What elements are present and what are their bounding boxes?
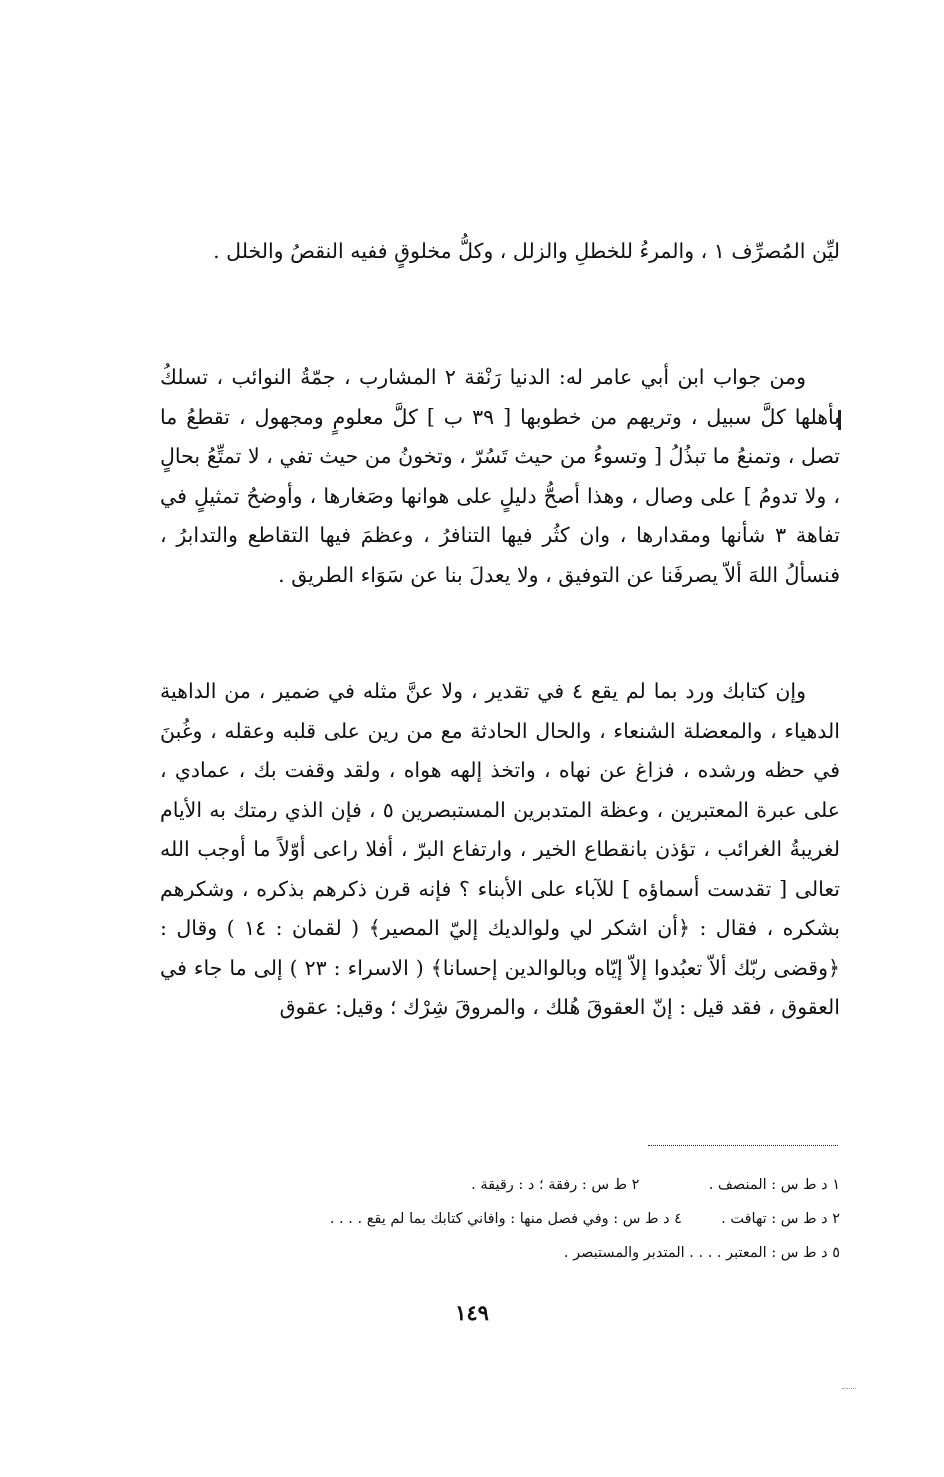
paragraph-2: [160, 358, 840, 595]
footnote-5: ٥ د ط س : المعتبر . . . . المتدبر والمستبصر .: [563, 1245, 840, 1261]
footnote-1: ١ د ط س : المنصف .: [708, 1177, 840, 1193]
paragraph-text: ومن جواب ابن أبي عامر له: الدنيا رَنْقة ٢ المشارب ، جمّةُ النوائب ، تسلكُ بأهلها كلَّ سبيل ، وتريهم من خطوبها [ ٣٩ ب ] كلَّ معلومٍ ومجهول ، تقطعُ ما تصل ، وتمنعُ ما تبذُلُ [ وتسوءُ من حيث تَسُرّ ، وتخونُ من حيث تفي ، لا تمتِّعُ بحالٍ ، ولا تدومُ ] على وصال ، وهذا أصحُّ دليلٍ على هوانها وصَغارها ، وأوضحُ تمثيلٍ في تفاهة ٣ شأنها ومقدارها ، وان كثُر فيها التنافرُ ، وعظمَ فيها التقاطع والتدابرُ ، فنسألُ اللهَ ألاّ يصرفَنا عن التوفيق ، ولا يعدلَ بنا عن سَوَاء الطريق .: [160, 365, 840, 587]
paragraph-text: ليِّن المُصرِّف ١ ، والمرءُ للخطلِ والزلل ، وكلُّ مخلوقٍ ففيه النقصُ والخلل .: [213, 239, 840, 263]
paragraph-1: [160, 232, 840, 272]
page-number: ١٤٩: [455, 1300, 489, 1325]
footnote-line-2: [160, 1202, 840, 1236]
footnote-2: ٢ ط س : رفقة ؛ د : رقيقة .: [471, 1177, 640, 1193]
footnotes: [160, 1168, 840, 1270]
paragraph-3: [160, 672, 840, 1028]
footnote-divider: [648, 1145, 838, 1146]
footnote-3: ٢ د ط س : تهافت .: [721, 1211, 840, 1227]
paragraph-text: وإن كتابك ورد بما لم يقع ٤ في تقدير ، ولا عنَّ مثله في ضمير ، من الداهية الدهياء ، والمعضلة الشنعاء ، والحال الحادثة مع من رين على قلبه وعقله ، وغُبنَ في حظه ورشده ، فزاغ عن نهاه ، واتخذ إلهه هواه ، ولقد وقفت بك ، عمادي ، على عبرة المعتبرين ، وعظة المتدبرين المستبصرين ٥ ، فإن الذي رمتك به الأيام لغريبةُ الغرائب ، تؤذن بانقطاع الخير ، وارتفاع البرّ ، أفلا راعى أوّلاً ما أوجب الله تعالى [ تقدست أسماؤه ] للآباء على الأبناء ؟ فإنه قرن ذكرهم بذكره ، وشكرهم بشكره ، فقال : ﴿أن اشكر لي ولوالديك إليّ المصير﴾ ( لقمان : ١٤ ) وقال : ﴿وقضى ربّك ألاّ تعبُدوا إلاّ إيّاه وبالوالدين إحسانا﴾ ( الاسراء : ٢٣ ) إلى ما جاء في العقوق ، فقد قيل : إنّ العقوقَ هُلك ، والمروقَ شِرْك ؛ وقيل: عقوق: [160, 679, 841, 1019]
footnote-line-3: [160, 1236, 840, 1270]
footnote-4: ٤ د ط س : وفي فصل منها : وافاني كتابك بما لم يقع . . . .: [329, 1211, 682, 1227]
footnote-line-1: [160, 1168, 840, 1202]
scan-artifact: [842, 1388, 856, 1389]
